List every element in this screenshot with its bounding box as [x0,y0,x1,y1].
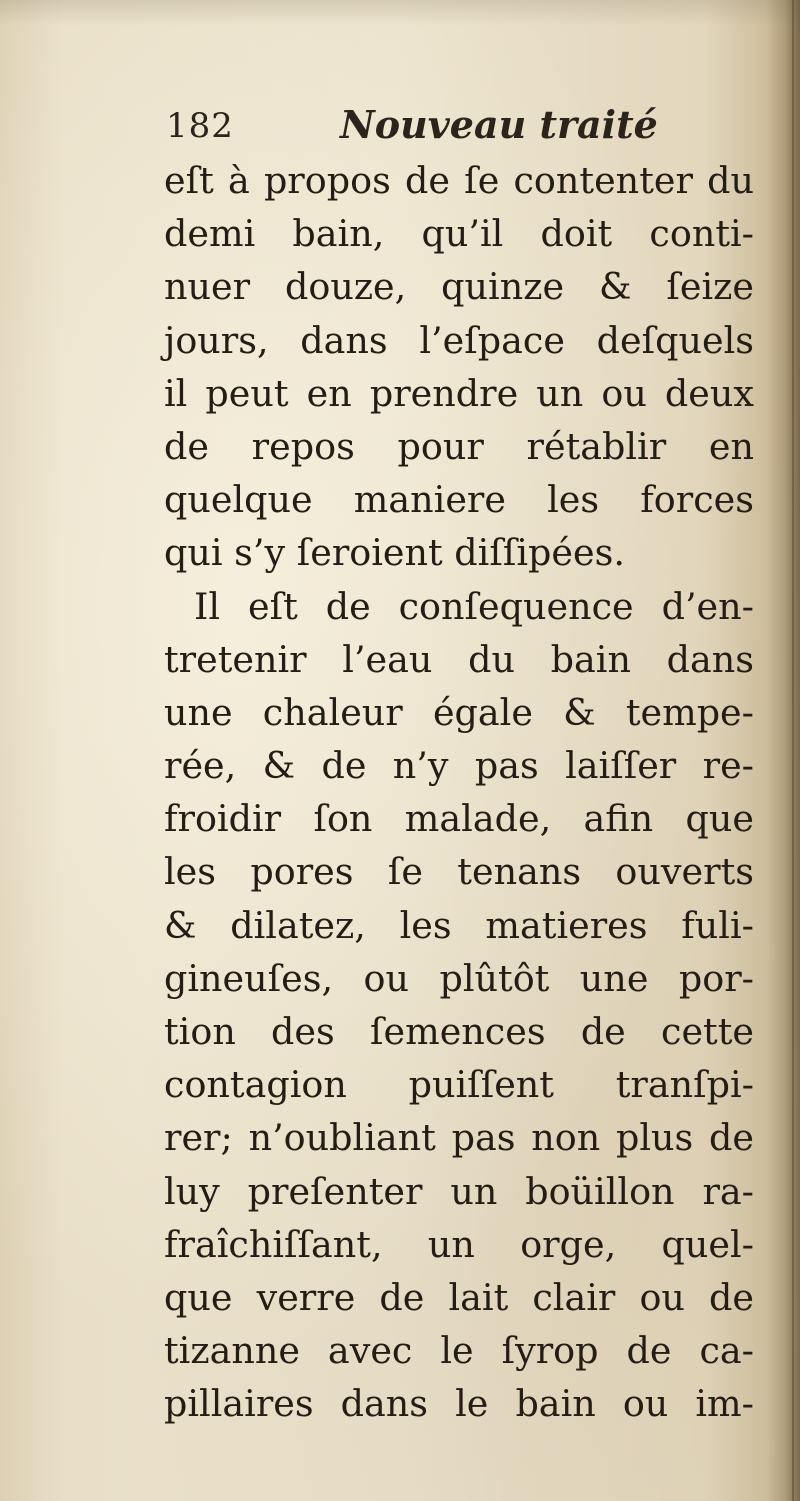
text-line: contagion puiſſent tranſpi- [164,1063,754,1107]
page-header [160,100,750,152]
text-line: de repos pour rétablir en [164,424,754,468]
text-line: & dilatez, les matieres fuli- [164,903,754,947]
text-line: une chaleur égale & tempe- [164,690,754,734]
text-line: Il eſt de conſequence d’en- [194,584,754,628]
text-line: il peut en prendre un ou deux [164,371,754,415]
text-line: luy preſenter un boüillon ra- [164,1169,754,1213]
text-line: nuer douze, quinze & ſeize [164,265,754,309]
page-number: 182 [166,106,234,146]
text-line: tion des ſemences de cette [164,1010,754,1053]
text-line: que verre de lait clair ou de [164,1275,754,1319]
text-line: froidir ſon malade, afin que [164,797,754,841]
text-line: gineuſes, ou plûtôt une por- [164,956,754,1000]
text-line: demi bain, qu’il doit conti- [164,212,754,256]
text-line: rer; n’oubliant pas non plus de [164,1116,754,1160]
text-line: fraîchiſſant, un orge, quel- [164,1222,754,1266]
text-line: tretenir l’eau du bain dans [164,637,754,681]
text-line: jours, dans l’eſpace deſquels [164,318,754,362]
text-line: qui s’y ſeroient diſſipées. [164,531,625,575]
running-title: Nouveau traité [340,102,658,147]
text-line: rée, & de n’y pas laiſſer re- [164,744,754,788]
text-line: les pores ſe tenans ouverts [164,850,754,894]
page-edge-line [792,0,794,1501]
text-line: pillaires dans le bain ou im- [164,1382,754,1426]
text-line: tizanne avec le ſyrop de ca- [164,1329,754,1373]
page-edge-shadow [766,0,800,1501]
text-line: eſt à propos de ſe contenter du [164,159,754,202]
text-line: quelque maniere les forces [164,478,754,522]
top-shadow [0,0,800,26]
body-text [164,154,754,1431]
